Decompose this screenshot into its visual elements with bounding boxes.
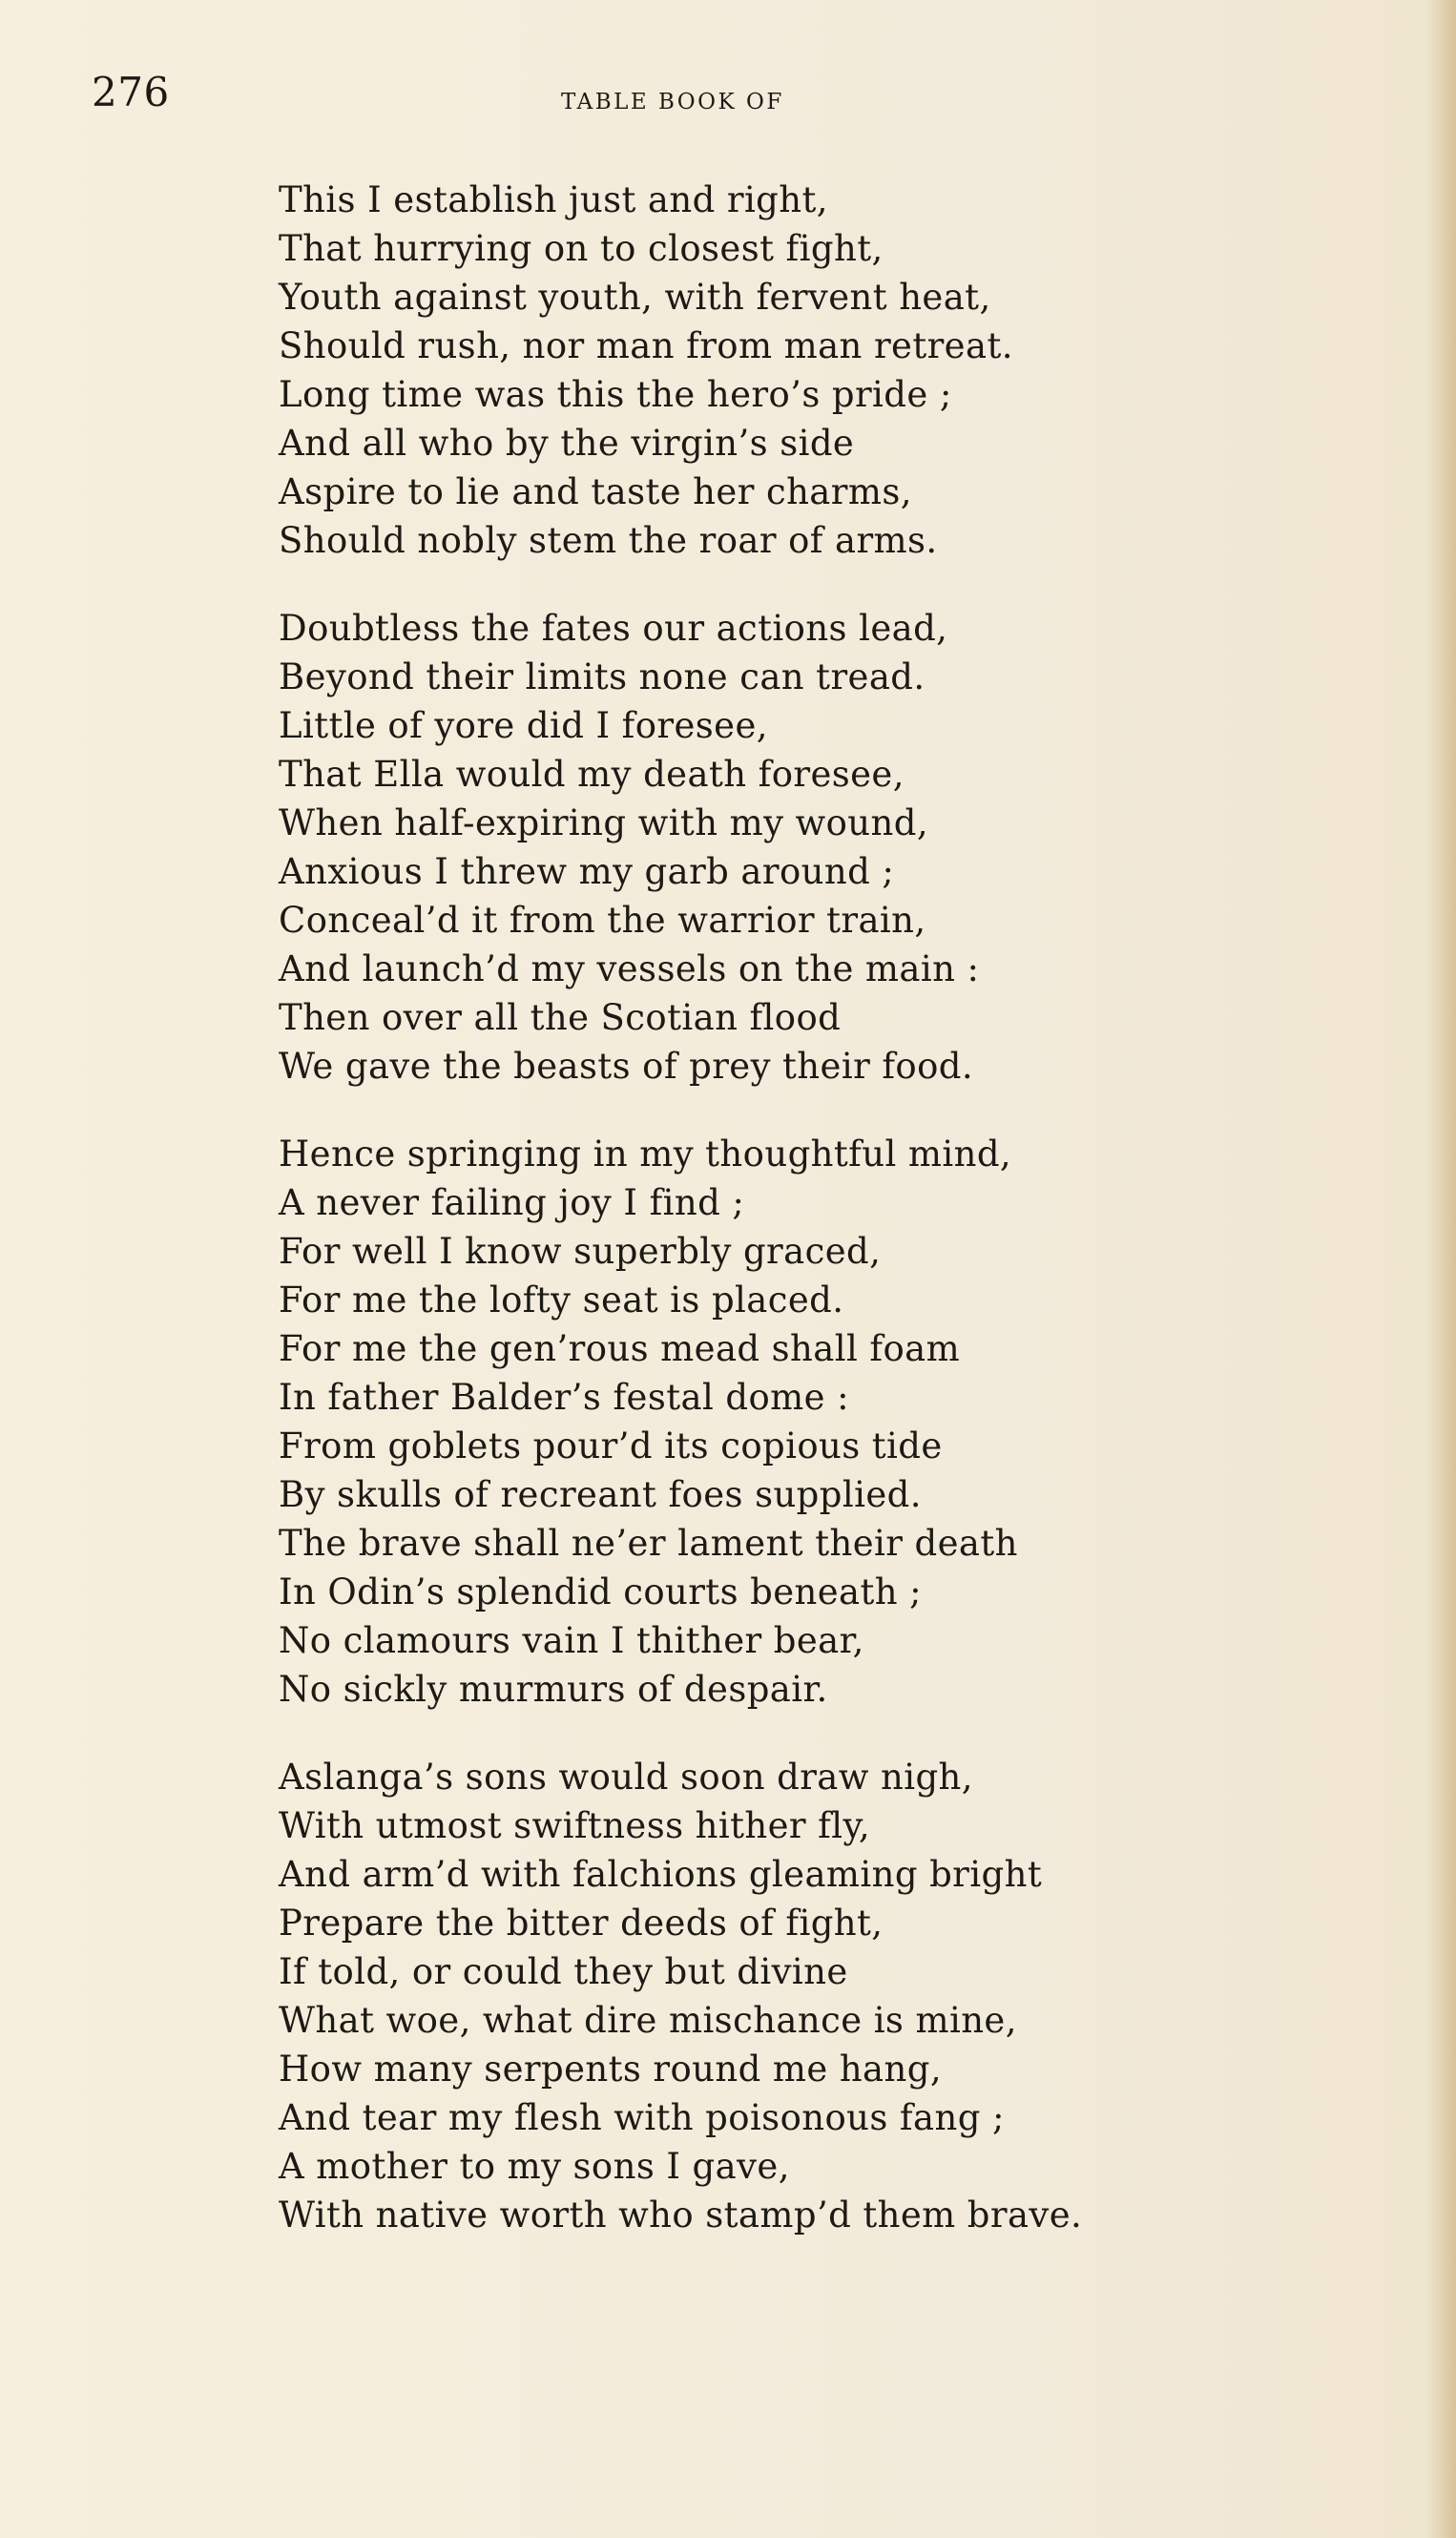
stanza xyxy=(279,1753,1385,2239)
poem-line: Should rush, nor man from man retreat. xyxy=(279,325,1013,366)
poem-line: Little of yore did I foresee, xyxy=(279,705,768,746)
poem-line: A never failing joy I find ; xyxy=(279,1182,745,1223)
poem-line: From goblets pour’d its copious tide xyxy=(279,1425,943,1467)
poem-line: That Ella would my death foresee, xyxy=(279,754,905,795)
stanza xyxy=(279,604,1385,1091)
poem-body xyxy=(279,176,1385,2278)
poem-line: In father Balder’s festal dome : xyxy=(279,1377,849,1418)
poem-line: For well I know superbly graced, xyxy=(279,1231,882,1272)
stanza xyxy=(279,1130,1385,1714)
poem-line: Then over all the Scotian flood xyxy=(279,997,842,1038)
poem-line: For me the lofty seat is placed. xyxy=(279,1279,844,1321)
poem-line: We gave the beasts of prey their food. xyxy=(279,1046,974,1087)
poem-line: If told, or could they but divine xyxy=(279,1951,848,1992)
poem-line: No sickly murmurs of despair. xyxy=(279,1669,828,1710)
poem-line: That hurrying on to closest fight, xyxy=(279,228,884,269)
running-head: TABLE BOOK OF xyxy=(561,90,784,114)
poem-line: Should nobly stem the roar of arms. xyxy=(279,520,938,561)
poem-line: And tear my flesh with poisonous fang ; xyxy=(279,2097,1005,2138)
poem-line: With utmost swiftness hither fly, xyxy=(279,1805,871,1846)
poem-line: How many serpents round me hang, xyxy=(279,2049,942,2090)
poem-line: Youth against youth, with fervent heat, xyxy=(279,277,991,318)
poem-line: And arm’d with falchions gleaming bright xyxy=(279,1854,1043,1895)
poem-line: Prepare the bitter deeds of fight, xyxy=(279,1903,884,1944)
poem-line: This I establish just and right, xyxy=(279,179,828,220)
poem-line: And all who by the virgin’s side xyxy=(279,423,855,464)
page-edge-shadow xyxy=(1425,0,1456,2538)
poem-line: Beyond their limits none can tread. xyxy=(279,656,926,697)
poem-line: Conceal’d it from the warrior train, xyxy=(279,900,926,941)
poem-line: When half-expiring with my wound, xyxy=(279,802,928,843)
poem-line: Hence springing in my thoughtful mind, xyxy=(279,1134,1012,1175)
poem-line: By skulls of recreant foes supplied. xyxy=(279,1474,922,1515)
poem-line: Anxious I threw my garb around ; xyxy=(279,851,895,892)
poem-line: No clamours vain I thither bear, xyxy=(279,1620,864,1661)
poem-line: Doubtless the fates our actions lead, xyxy=(279,608,948,649)
poem-line: A mother to my sons I gave, xyxy=(279,2146,790,2187)
poem-line: Aspire to lie and taste her charms, xyxy=(279,471,912,512)
poem-line: Long time was this the hero’s pride ; xyxy=(279,374,952,415)
page-number: 276 xyxy=(92,69,170,115)
poem-line: In Odin’s splendid courts beneath ; xyxy=(279,1571,923,1612)
poem-line: For me the gen’rous mead shall foam xyxy=(279,1328,961,1369)
poem-line: Aslanga’s sons would soon draw nigh, xyxy=(279,1757,973,1798)
poem-line: And launch’d my vessels on the main : xyxy=(279,948,980,989)
poem-line: What woe, what dire mischance is mine, xyxy=(279,2000,1017,2041)
stanza xyxy=(279,176,1385,565)
poem-line: With native worth who stamp’d them brave. xyxy=(279,2195,1083,2236)
poem-line: The brave shall ne’er lament their death xyxy=(279,1523,1018,1564)
